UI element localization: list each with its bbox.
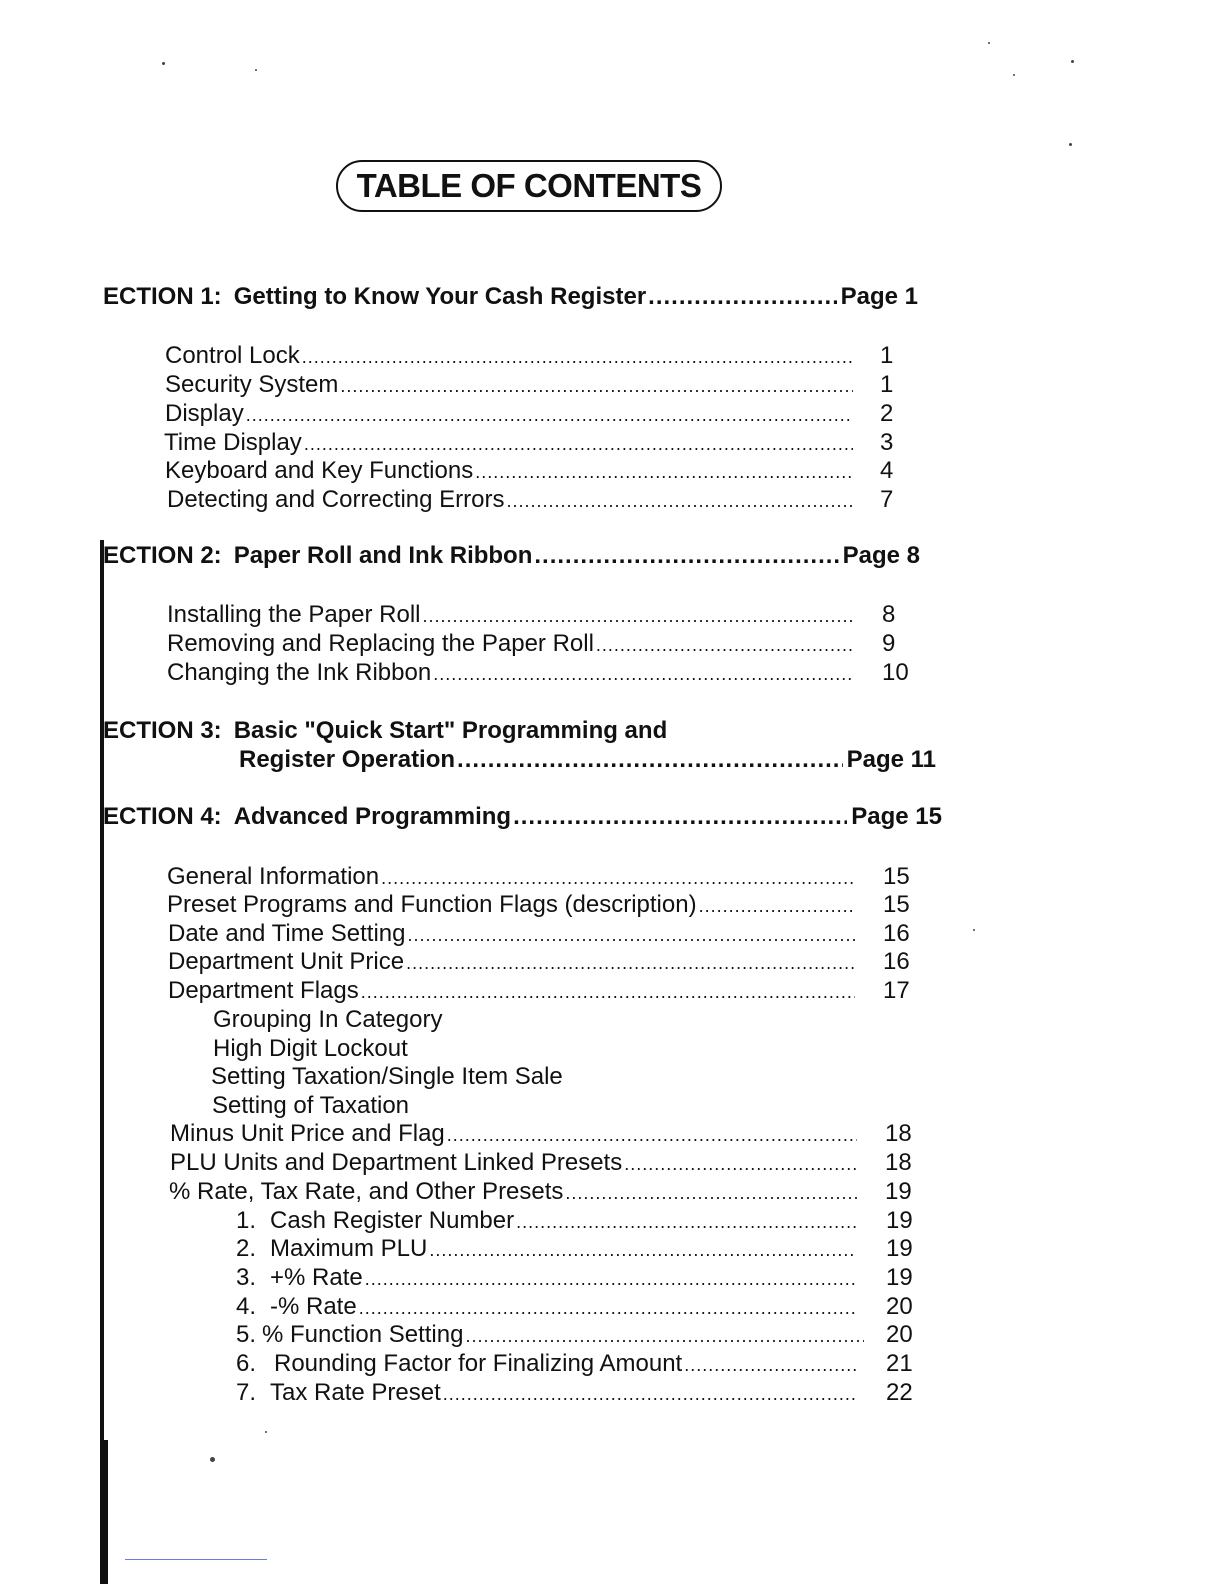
leader-dots	[624, 1150, 859, 1179]
sub-entry: Setting Taxation/Single Item Sale	[211, 1063, 563, 1090]
sub-entry: Setting of Taxation	[212, 1092, 410, 1119]
toc-entry	[167, 862, 910, 891]
scan-speck	[255, 69, 257, 71]
leader-dots	[302, 343, 853, 372]
leader-dots	[443, 1380, 858, 1409]
leader-dots	[365, 1265, 856, 1294]
entry-page: 20	[886, 1321, 913, 1348]
scan-edge-bar-thick	[100, 1440, 108, 1584]
scan-speck	[973, 929, 975, 931]
entry-label-group	[236, 1234, 427, 1263]
entry-label: Keyboard and Key Functions	[165, 457, 474, 484]
toc-entry-numbered	[236, 1378, 913, 1407]
toc-entry-numbered	[236, 1206, 913, 1235]
entry-page: 20	[886, 1293, 913, 1320]
toc-entry	[167, 485, 894, 514]
entry-label: % Function Setting	[262, 1321, 464, 1348]
entry-label-group	[236, 1320, 463, 1349]
entry-label-group	[236, 1206, 514, 1235]
entry-label: Control Lock	[165, 342, 300, 369]
leader-dots	[648, 282, 836, 312]
entry-label: Department Flags	[168, 977, 359, 1004]
entry-label: Minus Unit Price and Flag	[170, 1120, 445, 1147]
section-page: Page 11	[846, 746, 936, 773]
leader-dots	[433, 660, 853, 689]
leader-dots	[429, 1236, 854, 1265]
entry-page: 19	[886, 1235, 913, 1262]
leader-dots	[407, 921, 855, 950]
entry-page: 15	[883, 863, 910, 890]
leader-dots	[406, 949, 855, 978]
section-label: ECTION 4:	[103, 803, 222, 830]
entry-label: -% Rate	[270, 1293, 357, 1320]
scan-speck	[1013, 74, 1015, 76]
entry-number: 7.	[236, 1379, 257, 1406]
section-title: Advanced Programming	[233, 803, 512, 830]
entry-page: 16	[883, 920, 910, 947]
entry-label: Rounding Factor for Finalizing Amount	[274, 1350, 683, 1377]
toc-entry-numbered	[236, 1292, 913, 1321]
section-1-heading	[103, 282, 918, 312]
toc-entry-numbered	[236, 1234, 913, 1263]
toc-entry	[165, 370, 894, 399]
entry-label: Detecting and Correcting Errors	[167, 486, 505, 513]
leader-dots	[596, 631, 853, 660]
entry-page: 2	[880, 400, 894, 427]
toc-entry	[168, 976, 910, 1005]
leader-dots	[340, 372, 853, 401]
sub-entry: High Digit Lockout	[213, 1035, 408, 1062]
section-title-cont: Register Operation	[239, 746, 456, 773]
entry-page: 1	[880, 371, 894, 398]
leader-dots	[304, 430, 853, 459]
toc-entry	[168, 947, 910, 976]
scan-speck	[1069, 143, 1072, 146]
section-page: Page 15	[851, 803, 942, 830]
scan-speck	[265, 1431, 267, 1433]
section-label: ECTION 3:	[103, 717, 222, 744]
scan-speck	[162, 62, 165, 65]
section-title: Basic "Quick Start" Programming and	[233, 717, 668, 744]
entry-number: 3.	[236, 1264, 257, 1291]
scan-underline	[125, 1559, 267, 1560]
entry-number: 2.	[236, 1235, 257, 1262]
leader-dots	[422, 602, 853, 631]
entry-page: 18	[885, 1120, 912, 1147]
leader-dots	[513, 802, 847, 832]
toc-entry	[164, 428, 894, 457]
toc-entry	[170, 1119, 912, 1148]
section-label: ECTION 1:	[103, 283, 222, 310]
leader-dots	[447, 1121, 857, 1150]
entry-page: 1	[880, 342, 894, 369]
entry-page: 19	[886, 1264, 913, 1291]
entry-label: Display	[165, 400, 244, 427]
entry-label: Changing the Ink Ribbon	[167, 659, 432, 686]
entry-number: 1.	[236, 1207, 257, 1234]
entry-number: 5.	[236, 1321, 257, 1348]
entry-label-group	[236, 1263, 363, 1292]
leader-dots	[246, 401, 853, 430]
scan-speck	[210, 1457, 215, 1462]
section-3-heading-line1	[103, 716, 923, 746]
leader-dots	[684, 1351, 858, 1380]
leader-dots	[381, 864, 855, 893]
section-page: Page 8	[842, 542, 920, 569]
entry-page: 3	[880, 429, 894, 456]
entry-page: 9	[882, 630, 896, 657]
entry-label-group	[236, 1378, 441, 1407]
entry-label: +% Rate	[270, 1264, 363, 1291]
title-box	[336, 160, 722, 212]
toc-entry	[170, 1148, 912, 1177]
entry-page: 18	[885, 1149, 912, 1176]
leader-dots	[699, 892, 855, 921]
scan-speck	[988, 42, 990, 44]
toc-entry	[165, 341, 894, 370]
toc-entry	[167, 658, 909, 687]
entry-page: 15	[883, 891, 910, 918]
entry-page: 21	[886, 1350, 913, 1377]
leader-dots	[457, 745, 843, 775]
toc-entry	[168, 919, 910, 948]
entry-page: 7	[880, 486, 894, 513]
entry-label: Time Display	[164, 429, 302, 456]
toc-entry-numbered	[236, 1349, 913, 1378]
entry-label: Preset Programs and Function Flags (description)	[167, 891, 697, 918]
entry-label-group	[236, 1349, 682, 1378]
entry-number: 4.	[236, 1293, 257, 1320]
entry-label: Security System	[165, 371, 339, 398]
section-page: Page 1	[840, 283, 918, 310]
toc-entry	[167, 629, 896, 658]
entry-label: Cash Register Number	[270, 1207, 515, 1234]
entry-page: 19	[886, 1207, 913, 1234]
entry-page: 22	[886, 1379, 913, 1406]
leader-dots	[534, 541, 838, 571]
leader-dots	[361, 978, 855, 1007]
entry-page: 16	[883, 948, 910, 975]
section-2-heading	[103, 541, 920, 571]
toc-entry	[165, 399, 894, 428]
toc-entry	[167, 600, 896, 629]
entry-label: Department Unit Price	[168, 948, 405, 975]
section-4-heading	[103, 802, 942, 832]
entry-page: 8	[882, 601, 896, 628]
entry-number: 6.	[236, 1350, 257, 1377]
sub-entry: Grouping In Category	[213, 1006, 443, 1033]
leader-dots	[506, 487, 855, 516]
entry-page: 10	[882, 659, 909, 686]
leader-dots	[465, 1322, 864, 1351]
entry-label: Tax Rate Preset	[270, 1379, 441, 1406]
page-title: TABLE OF CONTENTS	[356, 167, 702, 204]
entry-page: 17	[883, 977, 910, 1004]
scan-speck	[1071, 60, 1074, 63]
toc-entry-numbered	[236, 1263, 913, 1292]
leader-dots	[565, 1179, 857, 1208]
leader-dots	[516, 1208, 858, 1237]
toc-entry	[167, 890, 910, 919]
toc-entry-numbered	[236, 1320, 913, 1349]
section-title: Paper Roll and Ink Ribbon	[233, 542, 533, 569]
entry-label: Removing and Replacing the Paper Roll	[167, 630, 594, 657]
toc-entry	[165, 456, 894, 485]
entry-label: Maximum PLU	[270, 1235, 428, 1262]
entry-label: PLU Units and Department Linked Presets	[170, 1149, 623, 1176]
section-3-heading-line2	[239, 745, 936, 775]
scan-edge-bar	[100, 540, 104, 1584]
entry-page: 4	[880, 457, 894, 484]
leader-dots	[475, 458, 853, 487]
entry-page: 19	[885, 1178, 912, 1205]
section-label: ECTION 2:	[103, 542, 222, 569]
entry-label-group	[236, 1292, 357, 1321]
leader-dots	[359, 1294, 856, 1323]
section-title: Getting to Know Your Cash Register	[233, 283, 647, 310]
entry-label: General Information	[167, 863, 380, 890]
entry-label: Installing the Paper Roll	[167, 601, 421, 628]
entry-label: % Rate, Tax Rate, and Other Presets	[169, 1178, 564, 1205]
toc-entry	[169, 1177, 912, 1206]
entry-label: Date and Time Setting	[168, 920, 406, 947]
